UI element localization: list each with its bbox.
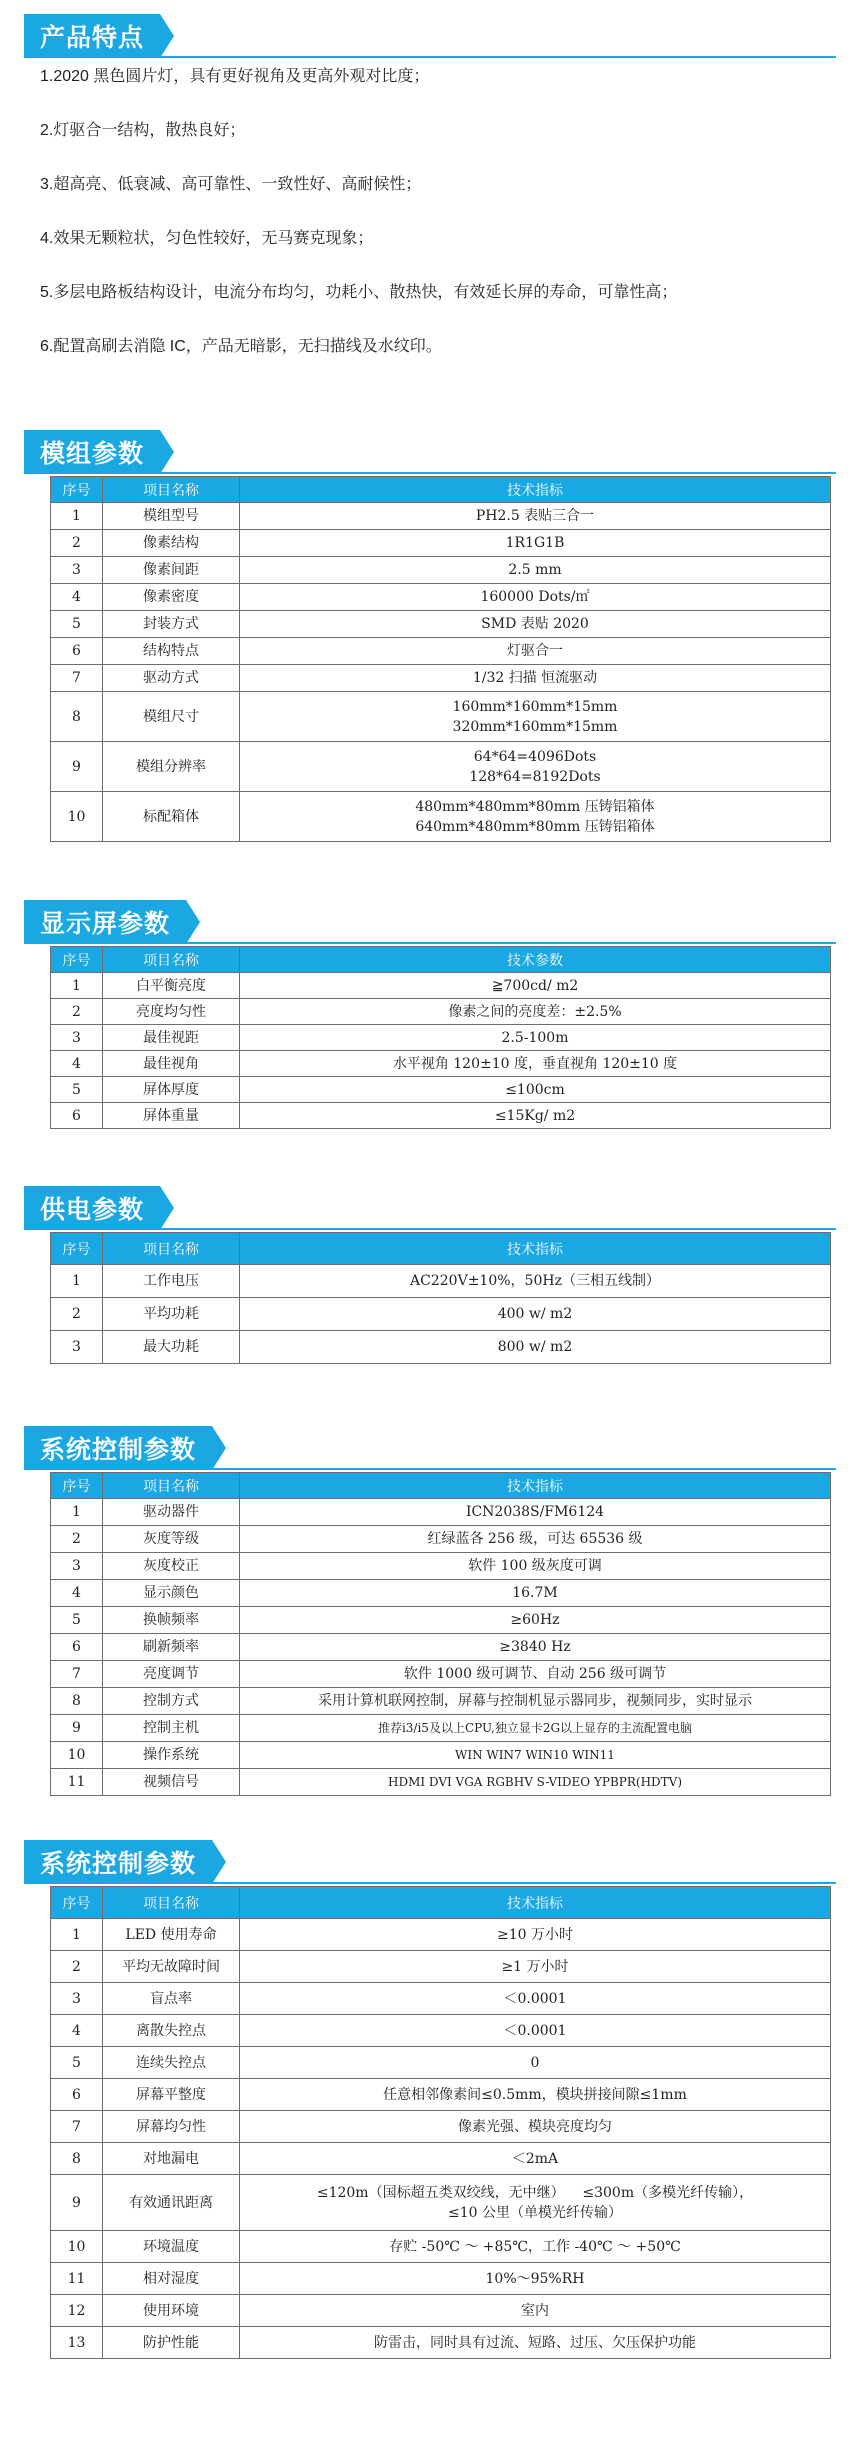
cell-line: 160mm*160mm*15mm [452, 698, 618, 715]
cell-index: 8 [51, 692, 103, 742]
cell-index: 6 [51, 2079, 103, 2111]
title-rule [24, 1468, 836, 1470]
cell-item: 结构特点 [103, 638, 240, 665]
cell-item: 控制方式 [103, 1688, 240, 1715]
feature-item: 6.配置高刷去消隐 IC，产品无暗影，无扫描线及水纹印。 [40, 338, 442, 355]
cell-line: 64*64=4096Dots [473, 748, 597, 765]
table-row [51, 1103, 831, 1129]
table-row [51, 1077, 831, 1103]
cell-value: ＜0.0001 [240, 2015, 831, 2047]
cell-item: 模组尺寸 [103, 692, 240, 742]
control2-table [50, 1886, 831, 2359]
cell-value: ≤100cm [240, 1077, 831, 1103]
cell-value: ＜0.0001 [240, 1983, 831, 2015]
table-row [51, 2295, 831, 2327]
cell-value: ≥1 万小时 [240, 1951, 831, 1983]
cell-value: 像素光强、模块亮度均匀 [240, 2111, 831, 2143]
cell-value: 400 w/ m2 [240, 1298, 831, 1331]
cell-index: 9 [51, 742, 103, 792]
cell-index: 4 [51, 2015, 103, 2047]
cell-index: 1 [51, 503, 103, 530]
cell-item: 标配箱体 [103, 792, 240, 842]
cell-value [240, 792, 831, 842]
control2-title: 系统控制参数 [24, 1840, 212, 1884]
cell-line: 320mm*160mm*15mm [452, 718, 618, 735]
cell-item: 连续失控点 [103, 2047, 240, 2079]
cell-index: 5 [51, 2047, 103, 2079]
cell-line: ≤10 公里（单模光纤传输） [448, 2204, 622, 2221]
table-row [51, 1951, 831, 1983]
cell-value: 10%～95%RH [240, 2263, 831, 2295]
cell-index: 3 [51, 557, 103, 584]
cell-item: 像素密度 [103, 584, 240, 611]
header-spec: 技术参数 [240, 947, 831, 973]
table-row [51, 611, 831, 638]
table-row [51, 665, 831, 692]
table-row [51, 973, 831, 999]
cell-index: 6 [51, 1103, 103, 1129]
table-row [51, 1553, 831, 1580]
cell-value: 室内 [240, 2295, 831, 2327]
cell-value: 16.7M [240, 1580, 831, 1607]
cell-value: ≥60Hz [240, 1607, 831, 1634]
cell-item: 灰度等级 [103, 1526, 240, 1553]
cell-line: 128*64=8192Dots [469, 768, 601, 785]
cell-line: 480mm*480mm*80mm 压铸铝箱体 [415, 798, 655, 815]
header-index: 序号 [51, 947, 103, 973]
features-title: 产品特点 [24, 14, 160, 58]
table-row [51, 1331, 831, 1364]
cell-item: 像素结构 [103, 530, 240, 557]
cell-item: 防护性能 [103, 2327, 240, 2359]
header-spec: 技术指标 [240, 477, 831, 503]
cell-index: 2 [51, 1298, 103, 1331]
table-row [51, 530, 831, 557]
table-row [51, 2327, 831, 2359]
cell-value: 软件 1000 级可调节、自动 256 级可调节 [240, 1661, 831, 1688]
cell-item: LED 使用寿命 [103, 1919, 240, 1951]
cell-item: 驱动器件 [103, 1499, 240, 1526]
display-table [50, 946, 831, 1129]
cell-index: 9 [51, 2175, 103, 2231]
power-title: 供电参数 [24, 1186, 160, 1230]
title-rule [24, 472, 836, 474]
section-title-display [24, 900, 186, 944]
table-row [51, 1607, 831, 1634]
cell-item: 环境温度 [103, 2231, 240, 2263]
cell-index: 4 [51, 1051, 103, 1077]
table-row [51, 1742, 831, 1769]
cell-value: WIN WIN7 WIN10 WIN11 [240, 1742, 831, 1769]
header-item: 项目名称 [103, 477, 240, 503]
header-spec: 技术指标 [240, 1473, 831, 1499]
table-row [51, 584, 831, 611]
cell-index: 3 [51, 1553, 103, 1580]
cell-index: 3 [51, 1983, 103, 2015]
module-table [50, 476, 831, 842]
cell-item: 最佳视角 [103, 1051, 240, 1077]
table-row [51, 692, 831, 742]
table-row [51, 1661, 831, 1688]
cell-value: ≥10 万小时 [240, 1919, 831, 1951]
cell-item: 对地漏电 [103, 2143, 240, 2175]
cell-value: AC220V±10%，50Hz（三相五线制） [240, 1265, 831, 1298]
table-row [51, 557, 831, 584]
cell-value: 1/32 扫描 恒流驱动 [240, 665, 831, 692]
cell-index: 9 [51, 1715, 103, 1742]
table-row [51, 1025, 831, 1051]
cell-value: ≧700cd/ m2 [240, 973, 831, 999]
cell-value [240, 742, 831, 792]
cell-item: 模组型号 [103, 503, 240, 530]
cell-item: 亮度调节 [103, 1661, 240, 1688]
cell-item: 使用环境 [103, 2295, 240, 2327]
cell-value: 0 [240, 2047, 831, 2079]
table-row [51, 1715, 831, 1742]
cell-item: 白平衡亮度 [103, 973, 240, 999]
cell-index: 2 [51, 1526, 103, 1553]
cell-item: 有效通讯距离 [103, 2175, 240, 2231]
cell-index: 1 [51, 1265, 103, 1298]
display-title: 显示屏参数 [24, 900, 186, 944]
cell-index: 7 [51, 1661, 103, 1688]
cell-value: 采用计算机联网控制，屏幕与控制机显示器同步，视频同步，实时显示 [240, 1688, 831, 1715]
header-item: 项目名称 [103, 1233, 240, 1265]
cell-index: 10 [51, 1742, 103, 1769]
cell-value: SMD 表贴 2020 [240, 611, 831, 638]
cell-index: 10 [51, 792, 103, 842]
cell-value: 160000 Dots/㎡ [240, 584, 831, 611]
cell-value [240, 692, 831, 742]
table-row [51, 1580, 831, 1607]
module-title: 模组参数 [24, 430, 160, 474]
cell-value: 灯驱合一 [240, 638, 831, 665]
header-item: 项目名称 [103, 1887, 240, 1919]
cell-item: 平均无故障时间 [103, 1951, 240, 1983]
table-row [51, 1688, 831, 1715]
cell-item: 离散失控点 [103, 2015, 240, 2047]
features-list [40, 66, 820, 390]
cell-item: 刷新频率 [103, 1634, 240, 1661]
feature-item: 1.2020 黑色圆片灯，具有更好视角及更高外观对比度； [40, 68, 430, 85]
cell-item: 屏体厚度 [103, 1077, 240, 1103]
cell-item: 平均功耗 [103, 1298, 240, 1331]
title-rule [24, 56, 836, 58]
cell-index: 3 [51, 1331, 103, 1364]
cell-item: 封装方式 [103, 611, 240, 638]
cell-item: 最大功耗 [103, 1331, 240, 1364]
cell-value: ＜2mA [240, 2143, 831, 2175]
cell-index: 2 [51, 1951, 103, 1983]
cell-index: 1 [51, 1919, 103, 1951]
header-index: 序号 [51, 477, 103, 503]
cell-item: 屏体重量 [103, 1103, 240, 1129]
table-row [51, 2263, 831, 2295]
cell-value: 存贮 -50℃ ～ +85℃，工作 -40℃ ～ +50℃ [240, 2231, 831, 2263]
header-spec: 技术指标 [240, 1887, 831, 1919]
table-row [51, 1051, 831, 1077]
cell-item: 最佳视距 [103, 1025, 240, 1051]
table-row [51, 1499, 831, 1526]
feature-item: 3.超高亮、低衰减、高可靠性、一致性好、高耐候性； [40, 176, 422, 193]
control-table [50, 1472, 831, 1796]
cell-line: ≤120m（国标超五类双绞线，无中继） ≤300m（多模光纤传输）， [316, 2184, 754, 2201]
cell-index: 1 [51, 973, 103, 999]
cell-value [240, 2175, 831, 2231]
table-row [51, 2143, 831, 2175]
cell-value: 软件 100 级灰度可调 [240, 1553, 831, 1580]
cell-value: ≥3840 Hz [240, 1634, 831, 1661]
cell-item: 灰度校正 [103, 1553, 240, 1580]
table-row [51, 1265, 831, 1298]
cell-value: 1R1G1B [240, 530, 831, 557]
header-item: 项目名称 [103, 1473, 240, 1499]
cell-value: HDMI DVI VGA RGBHV S-VIDEO YPBPR(HDTV) [240, 1769, 831, 1796]
cell-value: 红绿蓝各 256 级，可达 65536 级 [240, 1526, 831, 1553]
section-title-control [24, 1426, 212, 1470]
table-row [51, 999, 831, 1025]
section-title-module [24, 430, 160, 474]
cell-item: 工作电压 [103, 1265, 240, 1298]
table-row [51, 792, 831, 842]
cell-index: 11 [51, 1769, 103, 1796]
cell-index: 2 [51, 530, 103, 557]
table-row [51, 1298, 831, 1331]
header-index: 序号 [51, 1233, 103, 1265]
cell-index: 8 [51, 2143, 103, 2175]
cell-index: 2 [51, 999, 103, 1025]
table-row [51, 1769, 831, 1796]
cell-value: 800 w/ m2 [240, 1331, 831, 1364]
cell-item: 驱动方式 [103, 665, 240, 692]
table-row [51, 1919, 831, 1951]
section-title-control-2 [24, 1840, 212, 1884]
cell-value: 水平视角 120±10 度，垂直视角 120±10 度 [240, 1051, 831, 1077]
cell-item: 像素间距 [103, 557, 240, 584]
cell-value: 2.5-100m [240, 1025, 831, 1051]
table-row [51, 2079, 831, 2111]
table-row [51, 1983, 831, 2015]
title-rule [24, 1882, 836, 1884]
table-row [51, 2015, 831, 2047]
table-row [51, 2111, 831, 2143]
cell-value: 推荐i3/i5及以上CPU,独立显卡2G以上显存的主流配置电脑 [240, 1715, 831, 1742]
section-title-features [24, 14, 160, 58]
table-row [51, 638, 831, 665]
title-rule [24, 942, 836, 944]
power-table [50, 1232, 831, 1364]
cell-item: 换帧频率 [103, 1607, 240, 1634]
cell-value: ICN2038S/FM6124 [240, 1499, 831, 1526]
cell-index: 13 [51, 2327, 103, 2359]
cell-line: 640mm*480mm*80mm 压铸铝箱体 [415, 818, 655, 835]
table-row [51, 2231, 831, 2263]
cell-item: 盲点率 [103, 1983, 240, 2015]
cell-item: 屏幕平整度 [103, 2079, 240, 2111]
header-spec: 技术指标 [240, 1233, 831, 1265]
cell-index: 7 [51, 665, 103, 692]
cell-item: 控制主机 [103, 1715, 240, 1742]
cell-item: 视频信号 [103, 1769, 240, 1796]
table-row [51, 2047, 831, 2079]
header-index: 序号 [51, 1473, 103, 1499]
cell-item: 相对湿度 [103, 2263, 240, 2295]
table-row [51, 1634, 831, 1661]
table-row [51, 742, 831, 792]
cell-index: 10 [51, 2231, 103, 2263]
cell-value: ≤15Kg/ m2 [240, 1103, 831, 1129]
cell-index: 6 [51, 1634, 103, 1661]
cell-index: 5 [51, 1077, 103, 1103]
table-row [51, 1526, 831, 1553]
title-rule [24, 1228, 836, 1230]
cell-index: 7 [51, 2111, 103, 2143]
cell-index: 11 [51, 2263, 103, 2295]
cell-value: PH2.5 表贴三合一 [240, 503, 831, 530]
cell-index: 6 [51, 638, 103, 665]
cell-index: 12 [51, 2295, 103, 2327]
table-row [51, 2175, 831, 2231]
cell-value: 任意相邻像素间≤0.5mm，模块拼接间隙≤1mm [240, 2079, 831, 2111]
cell-index: 4 [51, 584, 103, 611]
cell-item: 亮度均匀性 [103, 999, 240, 1025]
cell-item: 模组分辨率 [103, 742, 240, 792]
cell-index: 1 [51, 1499, 103, 1526]
feature-item: 5.多层电路板结构设计，电流分布均匀，功耗小、散热快，有效延长屏的寿命，可靠性高； [40, 284, 678, 301]
feature-item: 4.效果无颗粒状，匀色性较好，无马赛克现象； [40, 230, 374, 247]
header-index: 序号 [51, 1887, 103, 1919]
cell-item: 屏幕均匀性 [103, 2111, 240, 2143]
cell-item: 操作系统 [103, 1742, 240, 1769]
cell-value: 防雷击，同时具有过流、短路、过压、欠压保护功能 [240, 2327, 831, 2359]
cell-index: 5 [51, 1607, 103, 1634]
table-row [51, 503, 831, 530]
cell-index: 4 [51, 1580, 103, 1607]
header-item: 项目名称 [103, 947, 240, 973]
cell-item: 显示颜色 [103, 1580, 240, 1607]
control-title: 系统控制参数 [24, 1426, 212, 1470]
cell-index: 3 [51, 1025, 103, 1051]
cell-value: 2.5 mm [240, 557, 831, 584]
cell-value: 像素之间的亮度差：±2.5% [240, 999, 831, 1025]
cell-index: 5 [51, 611, 103, 638]
section-title-power [24, 1186, 160, 1230]
feature-item: 2.灯驱合一结构，散热良好； [40, 122, 246, 139]
cell-index: 8 [51, 1688, 103, 1715]
